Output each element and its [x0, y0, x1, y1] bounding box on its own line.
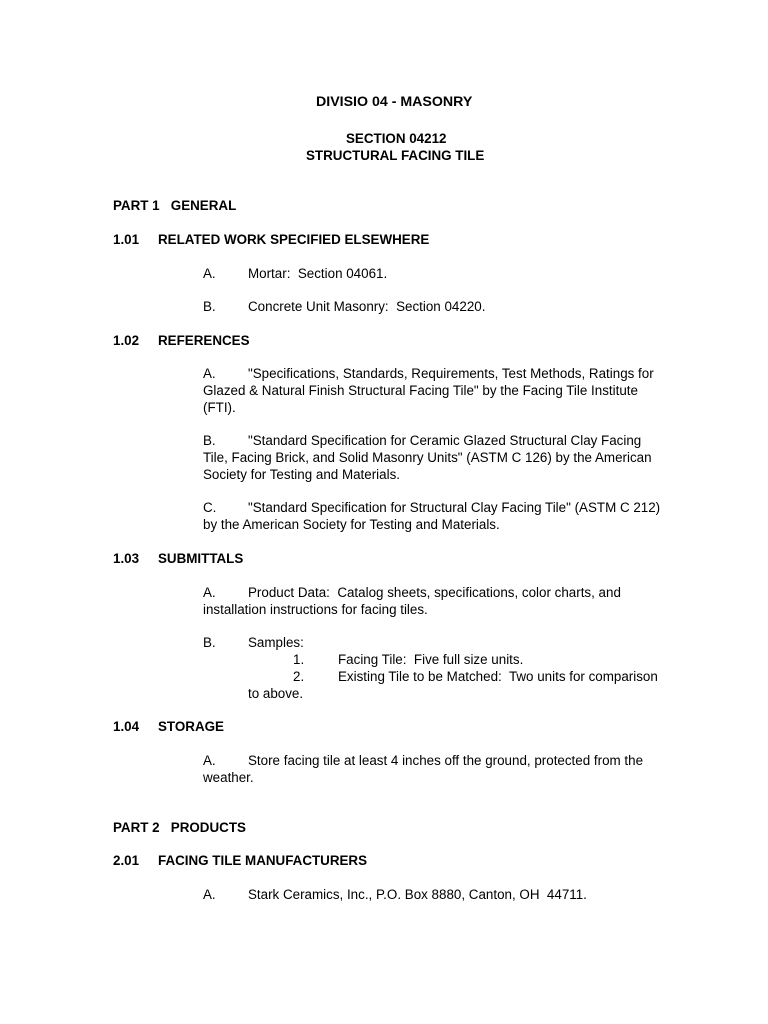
part2-heading: PART 2 PRODUCTS	[113, 820, 246, 835]
subitem-number: 1.	[293, 652, 305, 667]
section-2-01-title: FACING TILE MANUFACTURERS	[158, 853, 368, 868]
item-letter: A.	[203, 887, 216, 902]
subitem-text: Facing Tile: Five full size units.	[338, 652, 524, 667]
section-title: STRUCTURAL FACING TILE	[306, 148, 485, 163]
subitem-text-continued: to above.	[248, 686, 304, 701]
subitem-number: 2.	[293, 669, 305, 684]
item-text-line: Store facing tile at least 4 inches off the ground, protected from the	[248, 753, 644, 768]
item-text-line: "Specifications, Standards, Requirements, Test Methods, Ratings for	[248, 366, 654, 381]
section-1-01-title: RELATED WORK SPECIFIED ELSEWHERE	[158, 232, 430, 247]
item-text-line: installation instructions for facing tiles.	[203, 602, 428, 617]
item-text: Stark Ceramics, Inc., P.O. Box 8880, Canton, OH 44711.	[248, 887, 587, 902]
section-1-03-number: 1.03	[113, 551, 140, 566]
item-letter: A.	[203, 266, 216, 281]
item-text-line: by the American Society for Testing and Materials.	[203, 517, 500, 532]
item-text-line: Product Data: Catalog sheets, specifications, color charts, and	[248, 585, 621, 600]
section-1-02-title: REFERENCES	[158, 333, 250, 348]
item-text-line: (FTI).	[203, 400, 236, 415]
item-letter: B.	[203, 433, 216, 448]
item-text: Mortar: Section 04061.	[248, 266, 388, 281]
section-1-03-title: SUBMITTALS	[158, 551, 244, 566]
section-1-02-number: 1.02	[113, 333, 140, 348]
section-1-04-title: STORAGE	[158, 719, 224, 734]
item-letter: A.	[203, 753, 216, 768]
item-letter: B.	[203, 299, 216, 314]
subitem-text: Existing Tile to be Matched: Two units for comparison	[338, 669, 658, 684]
item-text-line: Society for Testing and Materials.	[203, 467, 400, 482]
item-text-line: Tile, Facing Brick, and Solid Masonry Units" (ASTM C 126) by the American	[203, 450, 652, 465]
section-2-01-number: 2.01	[113, 853, 140, 868]
item-text-line: weather.	[203, 770, 254, 785]
item-text-line: Glazed & Natural Finish Structural Facing Tile" by the Facing Tile Institute	[203, 383, 638, 398]
item-text-line: "Standard Specification for Structural Clay Facing Tile" (ASTM C 212)	[248, 500, 661, 515]
division-title: DIVISIO 04 - MASONRY	[316, 94, 473, 110]
section-1-01-number: 1.01	[113, 232, 140, 247]
item-letter: A.	[203, 585, 216, 600]
part1-heading: PART 1 GENERAL	[113, 198, 237, 213]
section-1-04-number: 1.04	[113, 719, 140, 734]
section-number: SECTION 04212	[346, 131, 447, 146]
item-letter: C.	[203, 500, 217, 515]
item-text-line: "Standard Specification for Ceramic Glazed Structural Clay Facing	[248, 433, 642, 448]
item-letter: B.	[203, 635, 216, 650]
item-letter: A.	[203, 366, 216, 381]
item-text: Concrete Unit Masonry: Section 04220.	[248, 299, 486, 314]
item-text: Samples:	[248, 635, 304, 650]
